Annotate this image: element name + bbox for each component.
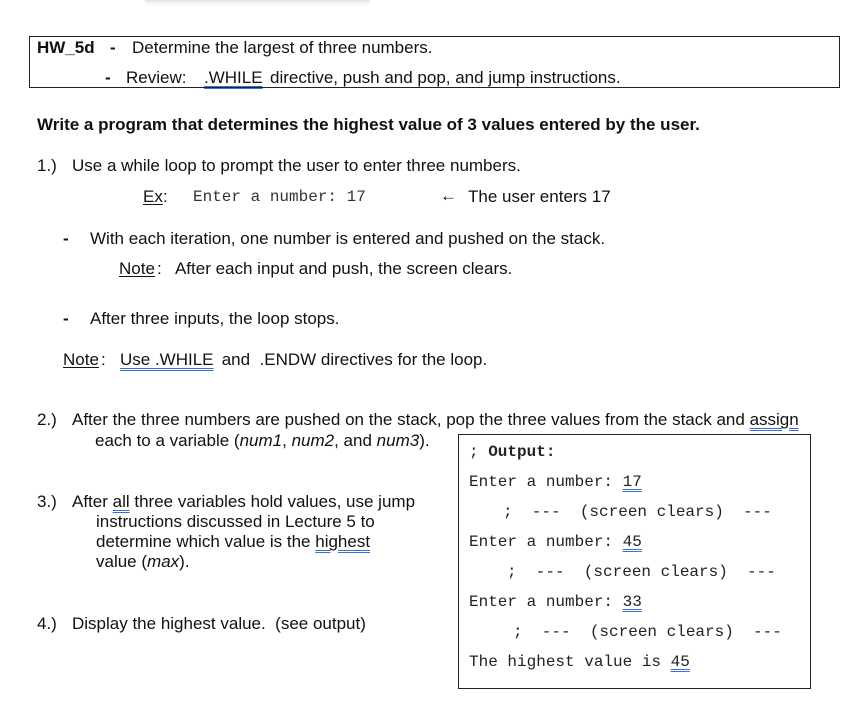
prompt-text: Enter a number: <box>469 593 623 611</box>
input-value-1: 17 <box>622 473 642 491</box>
step3-line4 <box>96 552 190 572</box>
var-num2: num2 <box>291 431 335 450</box>
bullet1-note-text: : After each input and push, the screen clears. <box>157 259 513 278</box>
example-label: Ex <box>143 187 163 206</box>
step1-number: 1.) <box>37 156 57 175</box>
step4-text: Display the highest value. (see output) <box>72 614 366 633</box>
input-value-3: 33 <box>622 593 642 611</box>
output-result <box>469 653 690 671</box>
note-use-while: Use .WHILE <box>120 350 214 369</box>
comment-semicolon: ; <box>469 443 489 461</box>
output-prompt-1 <box>469 473 642 491</box>
prompt-text: Enter a number: <box>469 533 623 551</box>
output-title <box>469 443 555 461</box>
assign-word: assign <box>749 410 799 429</box>
input-value-2: 45 <box>622 533 642 551</box>
output-prompt-2 <box>469 533 642 551</box>
var-num3: num3 <box>376 431 420 450</box>
note-rest: and .ENDW directives for the loop. <box>217 350 488 369</box>
step3-line1 <box>72 492 415 512</box>
step4-number: 4.) <box>37 614 57 633</box>
step2-line2-pre: each to a variable ( <box>95 431 240 450</box>
sep: , and <box>334 431 377 450</box>
all-word: all <box>112 492 130 511</box>
header-title: Determine the largest of three numbers. <box>132 38 433 57</box>
bullet2-text: After three inputs, the loop stops. <box>90 309 340 328</box>
hw-id: HW_5d <box>37 38 95 57</box>
output-clear-1: ; --- (screen clears) --- <box>503 503 772 521</box>
step2-number: 2.) <box>37 410 57 429</box>
example-code: Enter a number: 17 <box>193 188 366 206</box>
example-note: The user enters 17 <box>468 187 611 206</box>
result-value: 45 <box>670 653 690 671</box>
var-max: max <box>147 552 180 571</box>
prompt-text: Enter a number: <box>469 473 623 491</box>
step1-text: Use a while loop to prompt the user to enter three numbers. <box>72 156 521 175</box>
output-clear-2: ; --- (screen clears) --- <box>507 563 776 581</box>
review-directive: .WHILE <box>204 68 263 87</box>
review-label: Review: <box>126 68 187 87</box>
step3-line4-pre: value ( <box>96 552 148 571</box>
var-num1: num1 <box>239 431 283 450</box>
note-colon: : <box>101 350 106 369</box>
left-arrow-icon: ← <box>440 186 457 205</box>
page-top-edge <box>145 0 370 2</box>
step3-line1-post: three variables hold values, use jump <box>129 492 416 511</box>
highest-word: highest <box>315 532 371 551</box>
step2-line1 <box>72 410 799 430</box>
header-dash: - <box>110 38 116 57</box>
bullet-dash: - <box>63 309 69 328</box>
example-colon: : <box>163 187 168 206</box>
step2-line2 <box>95 431 430 451</box>
bullet-dash: - <box>63 229 69 248</box>
step2-line2-post: ). <box>419 431 430 450</box>
step3-number: 3.) <box>37 492 57 511</box>
output-prompt-3 <box>469 593 642 611</box>
header-dash-2: - <box>105 68 111 87</box>
step3-line3 <box>96 532 370 552</box>
bullet1-note-label: Note <box>119 259 155 278</box>
review-rest: directive, push and pop, and jump instructions. <box>270 68 621 87</box>
result-text: The highest value is <box>469 653 671 671</box>
step3-line2: instructions discussed in Lecture 5 to <box>96 512 375 531</box>
step3-line4-post: ). <box>179 552 190 571</box>
output-title-text: Output: <box>488 443 556 461</box>
step3-line3-pre: determine which value is the <box>96 532 316 551</box>
intro-heading: Write a program that determines the highest value of 3 values entered by the user. <box>37 115 700 134</box>
step2-line1-text: After the three numbers are pushed on the stack, pop the three values from the stack and <box>72 410 750 429</box>
output-clear-3: ; --- (screen clears) --- <box>513 623 782 641</box>
bullet1-text: With each iteration, one number is entered and pushed on the stack. <box>90 229 606 248</box>
sep: , <box>282 431 292 450</box>
step3-line1-pre: After <box>72 492 113 511</box>
note-label: Note <box>63 350 99 369</box>
